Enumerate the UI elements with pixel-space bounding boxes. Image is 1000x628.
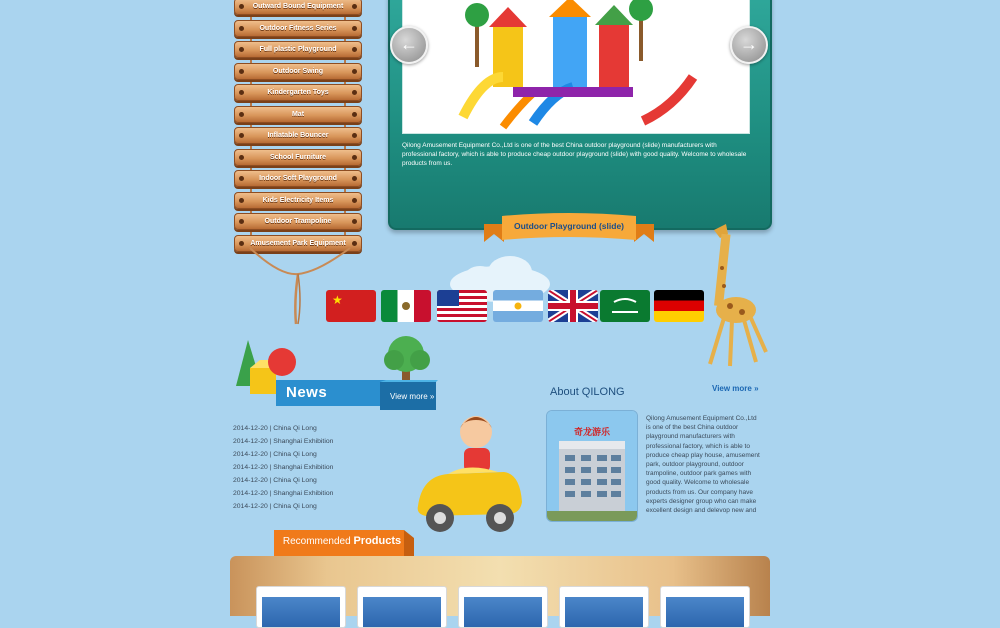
- news-list: [233, 422, 393, 513]
- menu-item-outdoor-swing[interactable]: Outdoor Swing: [234, 63, 362, 80]
- menu-item-outdoor-trampoline[interactable]: Outdoor Trampoline: [234, 213, 362, 230]
- news-header: [276, 380, 438, 410]
- menu-item-outdoor-fitness[interactable]: Outdoor Fitness Series: [234, 20, 362, 37]
- banner-image-playground[interactable]: [402, 0, 750, 134]
- news-item[interactable]: 2014-12-20 | China Qi Long: [233, 425, 317, 432]
- double-chevron-right-icon: »: [429, 392, 435, 401]
- flag-usa-icon[interactable]: [437, 290, 487, 322]
- product-card[interactable]: [458, 586, 548, 628]
- banner-slider: [388, 0, 772, 230]
- menu-item-kids-electricity[interactable]: Kids Electricity Items: [234, 192, 362, 209]
- news-title: News: [286, 384, 328, 401]
- product-card[interactable]: [559, 586, 649, 628]
- about-view-more-link[interactable]: [712, 384, 759, 393]
- menu-item-full-plastic-playground[interactable]: Full plastic Playground: [234, 41, 362, 58]
- recommended-label-strong: Products: [353, 535, 402, 547]
- ribbon-label: Outdoor Playground (slide): [513, 221, 625, 231]
- giraffe-illustration: [700, 218, 770, 374]
- product-thumbnail: [464, 597, 542, 627]
- banner-description: Qilong Amusement Equipment Co.,Ltd is one of the best China outdoor playground (slide) manufacturers with professional factory, which is able to produce cheap outdoor playground (slide) with good quality. Welcome to wholesale products from us.: [402, 142, 747, 167]
- svg-text:★: ★: [332, 293, 343, 307]
- flag-germany-icon[interactable]: [654, 290, 704, 322]
- category-menu: [232, 0, 364, 247]
- news-item[interactable]: 2014-12-20 | Shanghai Exhibition: [233, 490, 334, 497]
- recommended-products-panel: [230, 556, 770, 616]
- recommended-label-prefix: Recommended: [282, 536, 354, 547]
- news-item[interactable]: 2014-12-20 | Shanghai Exhibition: [233, 464, 334, 471]
- flag-uk-icon[interactable]: [548, 290, 598, 322]
- recommended-tab: [274, 530, 414, 556]
- product-thumbnail: [666, 597, 744, 627]
- menu-item-inflatable-bouncer[interactable]: Inflatable Bouncer: [234, 127, 362, 144]
- product-thumbnail: [565, 597, 643, 627]
- banner-next-button[interactable]: →: [730, 26, 768, 64]
- product-thumbnail: [262, 597, 340, 627]
- playground-illustration: [403, 0, 749, 133]
- product-card[interactable]: [357, 586, 447, 628]
- menu-item-amusement-park[interactable]: Amusement Park Equipment: [234, 235, 362, 252]
- menu-item-school-furniture[interactable]: School Furniture: [234, 149, 362, 166]
- menu-item-mat[interactable]: Mat: [234, 106, 362, 123]
- news-view-more-link[interactable]: [390, 392, 434, 401]
- flag-china-icon[interactable]: [326, 290, 376, 322]
- building-sign: 奇龙游乐: [573, 427, 610, 437]
- company-building-photo[interactable]: [546, 410, 638, 522]
- news-item[interactable]: 2014-12-20 | China Qi Long: [233, 477, 317, 484]
- about-title: About QILONG: [550, 386, 625, 398]
- double-chevron-right-icon: »: [754, 384, 759, 393]
- flag-argentina-icon[interactable]: [493, 290, 543, 322]
- menu-item-outward-bound[interactable]: Outward Bound Equipment: [234, 0, 362, 15]
- category-ribbon[interactable]: [484, 212, 654, 250]
- flag-mexico-icon[interactable]: [381, 290, 431, 322]
- about-description: Qilong Amusement Equipment Co.,Ltd is one of the best China outdoor playground manufacturers with professional factory, which is able to produce cheap play house, amusement park, outdoor playground, outdoor trampoline, outdoor park games with good quality. Welcome to wholesale products from us. Our company have experts designer group who can make excellent design and delevop new and: [646, 415, 760, 515]
- product-card[interactable]: [660, 586, 750, 628]
- news-item[interactable]: 2014-12-20 | China Qi Long: [233, 503, 317, 510]
- banner-prev-button[interactable]: ←: [390, 26, 428, 64]
- product-thumbnail: [363, 597, 441, 627]
- about-view-more-label: View more: [712, 384, 752, 393]
- toy-car-illustration: [408, 410, 526, 538]
- menu-item-indoor-soft-playground[interactable]: Indoor Soft Playground: [234, 170, 362, 187]
- menu-item-kindergarten-toys[interactable]: Kindergarten Toys: [234, 84, 362, 101]
- recommended-label: [274, 535, 410, 547]
- news-view-more-label: View more: [390, 392, 428, 401]
- product-card[interactable]: [256, 586, 346, 628]
- flag-saudi-icon[interactable]: [600, 290, 650, 322]
- news-item[interactable]: 2014-12-20 | Shanghai Exhibition: [233, 438, 334, 445]
- news-item[interactable]: 2014-12-20 | China Qi Long: [233, 451, 317, 458]
